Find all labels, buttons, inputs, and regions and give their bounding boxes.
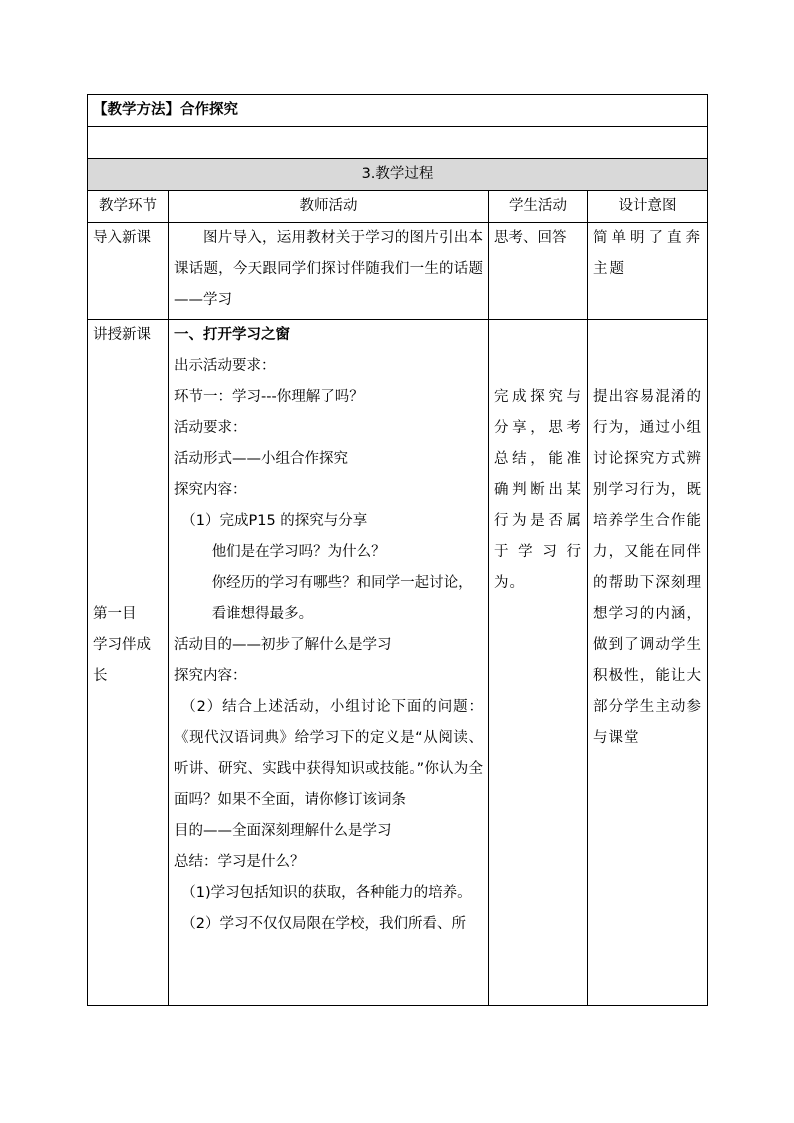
design-intent-cell xyxy=(588,223,708,320)
column-header-intent: 设计意图 xyxy=(588,191,708,223)
table-row xyxy=(88,320,708,1006)
text-line: 探究内容： xyxy=(174,668,247,684)
text-line: 出示活动要求： xyxy=(174,358,276,374)
text-line: 看谁想得最多。 xyxy=(211,606,314,622)
text-line: （2）学习不仅仅局限在学校，我们所看、所 xyxy=(181,916,466,932)
stage-cell xyxy=(88,320,169,1006)
column-header-student: 学生活动 xyxy=(489,191,588,223)
student-activity-cell: 思考、回答 xyxy=(489,223,588,320)
teacher-activity-cell xyxy=(169,320,489,1006)
teacher-activity-cell xyxy=(169,223,489,320)
student-activity-text: 完成探究与分享，思考总结，能准确判断出某行为是否属于学习行为。 xyxy=(494,389,582,591)
text-line: 活动形式——小组合作探究 xyxy=(174,451,348,467)
blank-row xyxy=(88,127,708,159)
unit-title: 学习伴成长 xyxy=(93,637,151,684)
text-paragraph: （2）结合上述活动，小组讨论下面的问题：《现代汉语词典》给学习下的定义是“从阅读、听讲、研究、实践中获得知识或技能。”你认为全面吗？如果不全面，请你修订该词条 xyxy=(174,699,483,808)
text-line: 总结：学习是什么？ xyxy=(174,854,305,870)
unit-label: 第一目 xyxy=(93,606,137,622)
text-line: 探究内容： xyxy=(174,482,247,498)
column-header-stage: 教学环节 xyxy=(88,191,169,223)
text-line: 活动要求： xyxy=(174,420,247,436)
text-line: （1)学习包括知识的获取，各种能力的培养。 xyxy=(181,885,472,901)
design-intent-text: 提出容易混淆的行为，通过小组讨论探究方式辨别学习行为，既培养学生合作能力，又能在同伴的帮助下深刻理想学习的内涵，做到了调动学生积极性，能让大部分学生主动参与课堂 xyxy=(593,389,702,746)
text-line: （1）完成P15 的探究与分享 xyxy=(181,513,368,529)
text-line: 环节一：学习---你理解了吗？ xyxy=(174,389,364,405)
table-row xyxy=(88,223,708,320)
text-line: 目的——全面深刻理解什么是学习 xyxy=(174,823,392,839)
column-header-teacher: 教师活动 xyxy=(169,191,489,223)
text-line: 他们是在学习吗？为什么？ xyxy=(211,544,386,560)
stage-label: 讲授新课 xyxy=(93,327,151,343)
teacher-activity-text: 图片导入，运用教材关于学习的图片引出本课话题，今天跟同学们探讨伴随我们一生的话题——学习 xyxy=(174,230,483,308)
section-heading: 一、打开学习之窗 xyxy=(174,327,290,343)
teaching-method: 【教学方法】合作探究 xyxy=(88,95,708,127)
lesson-plan-table xyxy=(87,94,708,1006)
text-line: 活动目的——初步了解什么是学习 xyxy=(174,637,392,653)
student-activity-cell xyxy=(489,320,588,1006)
text-line: 你经历的学习有哪些？和同学一起讨论， xyxy=(211,575,473,591)
stage-cell: 导入新课 xyxy=(88,223,169,320)
design-intent-cell xyxy=(588,320,708,1006)
section-title: 3.教学过程 xyxy=(88,159,708,191)
design-intent-text: 简单明了直奔主题 xyxy=(593,230,702,277)
